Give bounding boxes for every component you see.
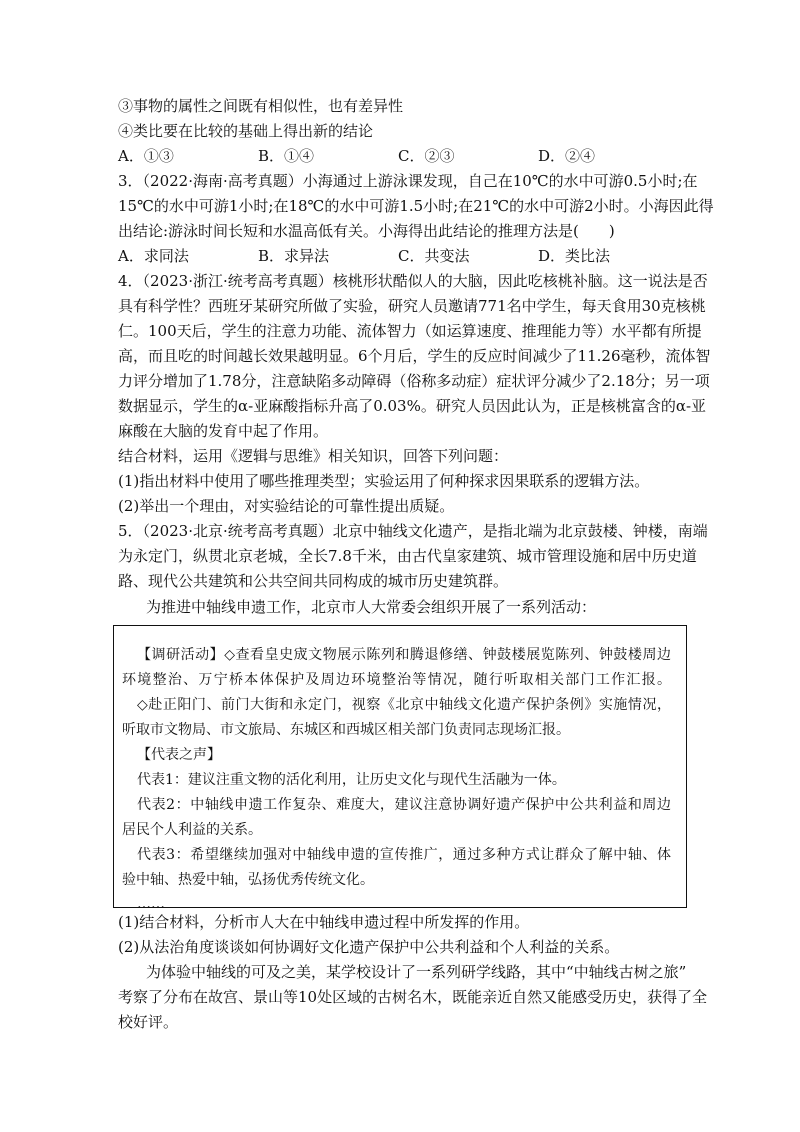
q5-para-line-1: 为体验中轴线的可及之美，某学校设计了一系列研学线路，其中“中轴线古树之旅” [146, 963, 687, 981]
q5-line-4: 为推进中轴线申遗工作，北京市人大常委会组织开展了一系列活动： [146, 598, 597, 616]
q5-subquestion-2: (2)从法治角度谈谈如何协调好文化遗产保护中公共利益和个人利益的关系。 [118, 938, 620, 956]
q5-line-3: 路、现代公共建筑和公共空间共同构成的城市历史建筑群。 [118, 572, 509, 590]
option-c: C．共变法 [398, 247, 470, 265]
option-b: B．求异法 [258, 247, 330, 265]
box-line-rep3-cont: 验中轴、热爱中轴，弘扬优秀传统文化。 [122, 872, 374, 888]
q5-para-line-2: 考察了分布在故宫、景山等10处区域的古树名木，既能亲近自然又能感受历史，获得了全 [118, 988, 708, 1006]
option-a: A．①③ [118, 147, 174, 165]
q3-line-3: 出结论:游泳时间长短和水温高低有关。小海得出此结论的推理方法是( ) [118, 222, 615, 240]
q5-line-1: 5．（2023·北京·统考高考真题）北京中轴线文化遗产，是指北端为北京鼓楼、钟楼，南端 [118, 522, 708, 540]
q4-subquestion-2: (2)举出一个理由，对实验结论的可靠性提出质疑。 [118, 497, 455, 515]
q5-subquestion-1: (1)结合材料，分析市人大在中轴线申遗过程中所发挥的作用。 [118, 913, 530, 931]
statement-4: ④类比要在比较的基础上得出新的结论 [118, 122, 374, 140]
q4-line-4: 高，而且吃的时间越长效果越明显。6个月后，学生的反应时间减少了11.26毫秒，流体智 [118, 347, 711, 365]
q4-instruction: 结合材料，运用《逻辑与思维》相关知识，回答下列问题： [118, 447, 509, 465]
box-heading-voices: 【代表之声】 [137, 747, 221, 763]
box-line-rep1: 代表1：建议注重文物的活化利用，让历史文化与现代生活融为一体。 [137, 772, 566, 788]
statement-3: ③事物的属性之间既有相似性，也有差异性 [118, 97, 404, 115]
option-b: B．①④ [258, 147, 315, 165]
box-ellipsis: …… [137, 896, 165, 912]
q4-line-2: 具有科学性？西班牙某研究所做了实验，研究人员邀请771名中学生，每天食用30克核桃 [118, 297, 706, 315]
box-line-rep2-cont: 居民个人利益的关系。 [122, 822, 262, 838]
q5-line-2: 为永定门，纵贯北京老城，全长7.8千米，由古代皇家建筑、城市管理设施和居中历史道 [118, 547, 697, 565]
q4-line-6: 数据显示，学生的α-亚麻酸指标升高了0.03%。研究人员因此认为，正是核桃富含的α-亚 [118, 397, 707, 415]
option-d: D．②④ [538, 147, 596, 165]
box-line-2: 环境整治、万宁桥本体保护及周边环境整治等情况，随行听取相关部门工作汇报。 [122, 672, 671, 688]
q3-line-2: 15℃的水中可游1小时;在18℃的水中可游1.5小时;在21℃的水中可游2小时。小海因此得 [118, 197, 714, 215]
prev-options [118, 146, 678, 166]
q5-para-line-3: 校好评。 [118, 1013, 179, 1031]
q4-line-5: 力评分增加了1.78分，注意缺陷多动障碍（俗称多动症）症状评分减少了2.18分；另一项 [118, 372, 710, 390]
q4-subquestion-1: (1)指出材料中使用了哪些推理类型；实验运用了何种探求因果联系的逻辑方法。 [118, 472, 650, 490]
option-d: D．类比法 [538, 247, 611, 265]
q4-line-7: 麻酸在大脑的发育中起了作用。 [118, 422, 329, 440]
box-line-4: 听取市文物局、市文旅局、东城区和西城区相关部门负责同志现场汇报。 [122, 722, 570, 738]
q4-line-1: 4．（2023·浙江·统考高考真题）核桃形状酷似人的大脑，因此吃核桃补脑。这一说法是否 [118, 272, 708, 290]
option-a: A．求同法 [118, 247, 189, 265]
box-line-rep2: 代表2：中轴线申遗工作复杂、难度大，建议注意协调好遗产保护中公共利益和周边 [137, 797, 671, 813]
box-line-3: ◇赴正阳门、前门大街和永定门，视察《北京中轴线文化遗产保护条例》实施情况， [137, 697, 671, 713]
box-line-1: 【调研活动】◇查看皇史宬文物展示陈列和腾退修缮、钟鼓楼展览陈列、钟鼓楼周边 [137, 647, 671, 663]
box-line-rep3: 代表3：希望继续加强对中轴线申遗的宣传推广，通过多种方式让群众了解中轴、体 [137, 847, 671, 863]
q3-options [118, 246, 678, 266]
q3-line-1: 3．（2022·海南·高考真题）小海通过上游泳课发现，自己在10℃的水中可游0.5小时;在 [118, 172, 698, 190]
option-c: C．②③ [398, 147, 455, 165]
q4-line-3: 仁。100天后，学生的注意力功能、流体智力（如运算速度、推理能力等）水平都有所提 [118, 322, 702, 340]
material-box [113, 625, 687, 908]
